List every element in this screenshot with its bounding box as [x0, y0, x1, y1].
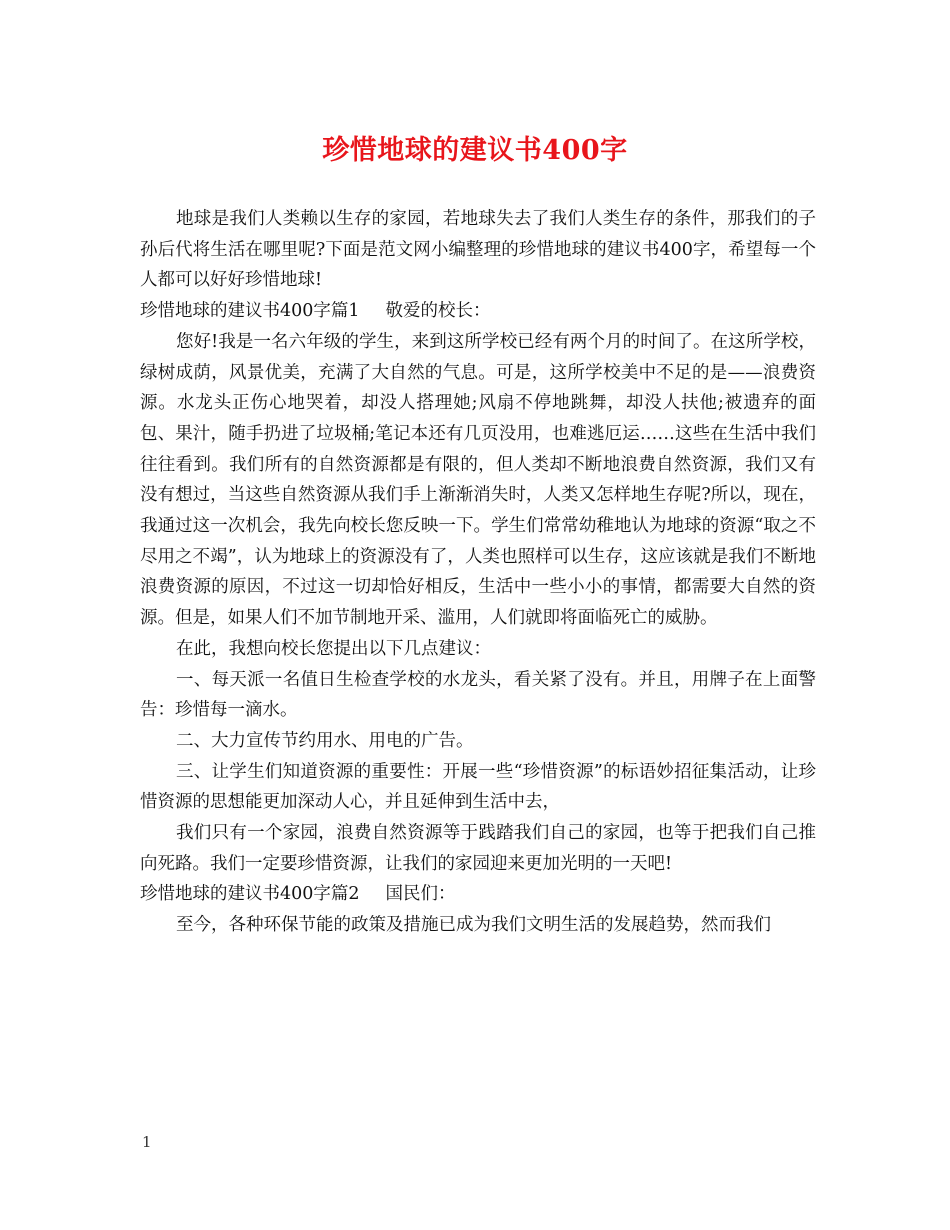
section-1-heading-line [140, 296, 816, 327]
suggestion-3-paragraph: 三、让学生们知道资源的重要性：开展一些“珍惜资源”的标语妙招征集活动，让珍惜资源的思想能更加深动人心，并且延伸到生活中去， [140, 761, 816, 813]
suggestion-1-paragraph: 一、每天派一名值日生检查学校的水龙头，看关紧了没有。并且，用牌子在上面警告：珍惜每一滴水。 [140, 669, 816, 721]
page-number: 1 [142, 1133, 152, 1151]
section-1-salutation: 敬爱的校长： [385, 301, 491, 322]
document-title: 珍惜地球的建议书400字 [322, 135, 628, 166]
body-paragraph: 在此，我想向校长您提出以下几点建议： [176, 638, 491, 659]
suggestion-2-paragraph: 二、大力宣传节约用水、用电的广告。 [176, 730, 474, 751]
section-1-heading: 珍惜地球的建议书400字篇1 [140, 301, 360, 322]
closing-paragraph: 我们只有一个家园，浪费自然资源等于践踏我们自己的家园，也等于把我们自己推向死路。我们一定要珍惜资源，让我们的家园迎来更加光明的一天吧! [140, 823, 816, 874]
intro-paragraph: 地球是我们人类赖以生存的家园，若地球失去了我们人类生存的条件，那我们的子孙后代将生活在哪里呢?下面是范文网小编整理的珍惜地球的建议书400字，希望每一个人都可以好好珍惜地球! [140, 209, 816, 291]
section-2-paragraph: 至今，各种环保节能的政策及措施已成为我们文明生活的发展趋势，然而我们 [176, 915, 771, 936]
section-2-salutation: 国民们： [385, 884, 456, 905]
section-2-heading: 珍惜地球的建议书400字篇2 [140, 884, 360, 905]
body-paragraph: 您好!我是一名六年级的学生，来到这所学校已经有两个月的时间了。在这所学校，绿树成荫，风景优美，充满了大自然的气息。可是，这所学校美中不足的是——浪费资源。水龙头正伤心地哭着，却没人搭理她;风扇不停地跳舞，却没人扶他;被遗弃的面包、果汁，随手扔进了垃圾桶;笔记本还有几页没用，也难逃厄运……这些在生活中我们往往看到。我们所有的自然资源都是有限的，但人类却不断地浪费自然资源，我们又有没有想过，当这些自然资源从我们手上渐渐消失时，人类又怎样地生存呢?所以，现在，我通过这一次机会，我先向校长您反映一下。学生们常常幼稚地认为地球的资源“取之不尽用之不竭”，认为地球上的资源没有了，人类也照样可以生存，这应该就是我们不断地浪费资源的原因，不过这一切却恰好相反，生活中一些小小的事情，都需要大自然的资源。但是，如果人们不加节制地开采、滥用，人们就即将面临死亡的威胁。 [140, 331, 816, 629]
document-body [140, 204, 816, 941]
section-2-heading-line [140, 879, 816, 910]
